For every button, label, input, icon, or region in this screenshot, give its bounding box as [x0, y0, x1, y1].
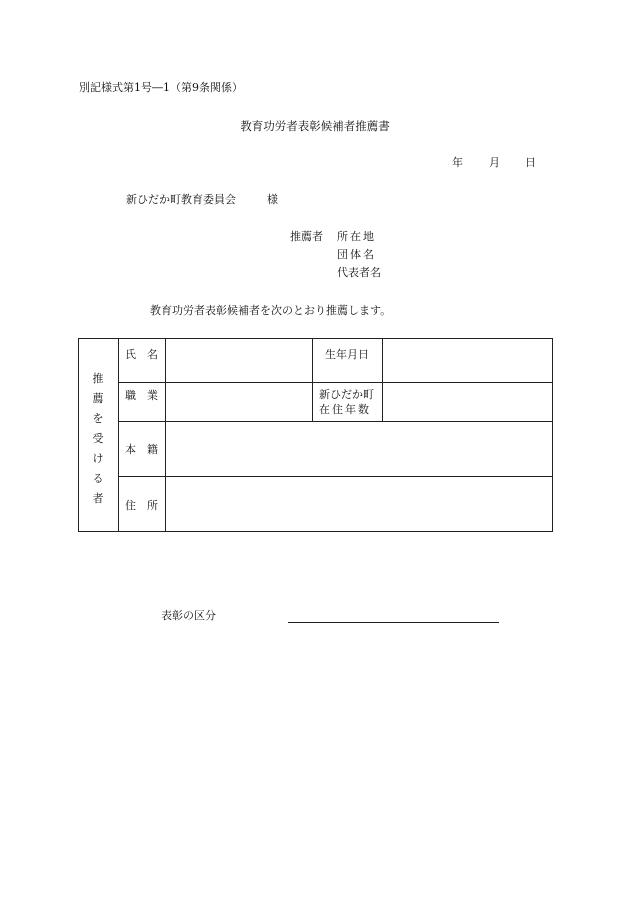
date-year-label: 年: [452, 156, 463, 169]
table-divider: [312, 339, 313, 421]
award-category-blank[interactable]: [288, 622, 499, 623]
candidate-table: [78, 338, 553, 532]
date-month-label: 月: [489, 156, 500, 169]
recommender-address-label: 所在地: [337, 230, 376, 243]
table-divider: [118, 476, 552, 477]
domicile-label: 本 籍: [125, 443, 158, 456]
addressee-suffix: 様: [267, 193, 278, 206]
date-day-label: 日: [525, 156, 536, 169]
addressee: 新ひだか町教育委員会: [126, 193, 236, 206]
table-divider: [118, 382, 552, 383]
form-number: 別記様式第1号―1（第9条関係）: [79, 81, 243, 94]
birthdate-label: 生年月日: [325, 348, 369, 361]
table-divider: [165, 339, 166, 531]
row-header-recommended-person: 推薦を受ける者: [92, 372, 104, 505]
table-divider: [118, 339, 119, 531]
award-category-label: 表彰の区分: [161, 609, 216, 622]
residency-label-line1: 新ひだか町: [319, 388, 374, 401]
document-title: 教育功労者表彰候補者推薦書: [240, 119, 390, 133]
table-divider: [118, 421, 552, 422]
recommender-label: 推薦者: [290, 230, 323, 243]
recommender-representative-label: 代表者名: [337, 266, 381, 279]
name-label: 氏 名: [125, 348, 158, 361]
recommender-org-label: 団体名: [337, 248, 376, 261]
occupation-label: 職 業: [125, 389, 158, 402]
address-label: 住 所: [125, 499, 158, 512]
residency-label-line2: 在住年数: [319, 403, 371, 416]
intro-text: 教育功労者表彰候補者を次のとおり推薦します。: [150, 304, 392, 317]
table-divider: [382, 339, 383, 421]
